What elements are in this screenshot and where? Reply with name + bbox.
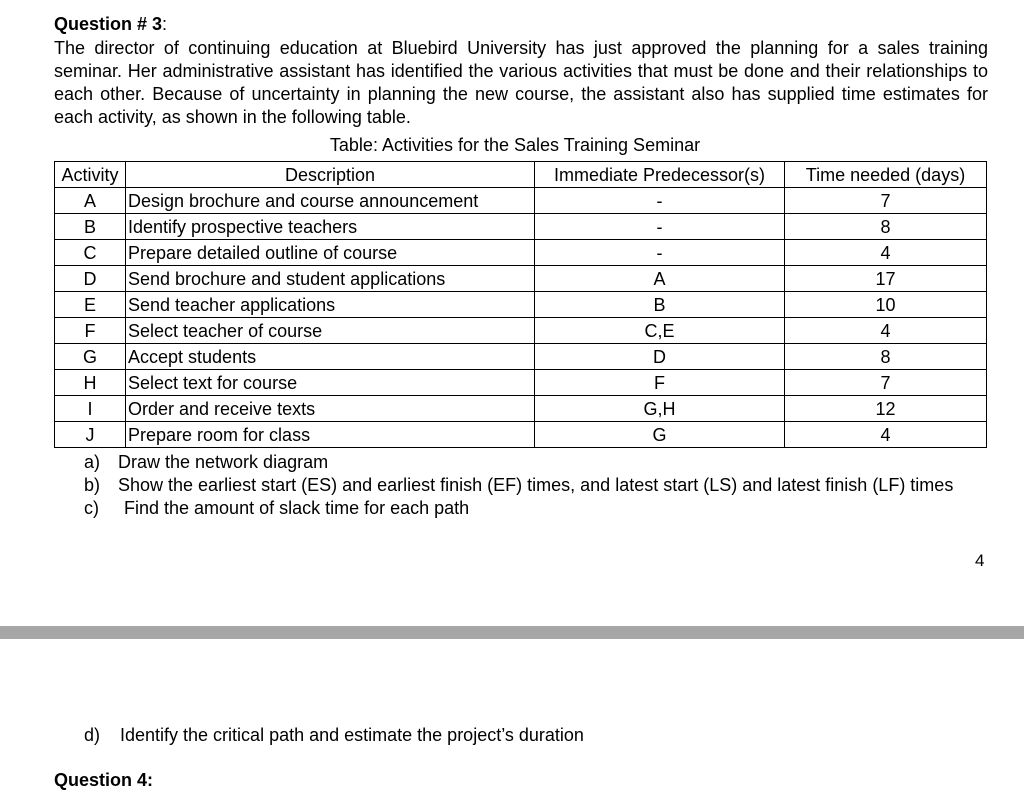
cell-predecessors: - [535,214,785,240]
question-label: Question # 3 [54,14,163,34]
task-item-b [84,474,994,497]
task-marker: b) [84,475,101,495]
cell-time: 8 [785,344,987,370]
cell-time: 7 [785,370,987,396]
question-intro: The director of continuing education at Bluebird University has just approved the planning for a sales training seminar. Her administrative assistant has identified the various activities that must be done and their relationships to each other. Because of uncertainty in planning the new course, the assistant also has supplied time estimates for each activity, as shown in the following table. [54,38,988,127]
table-row [55,240,987,266]
task-item-a [84,451,994,474]
cell-predecessors: G,H [535,396,785,422]
header-predecessors: Immediate Predecessor(s) [535,162,785,188]
page-break-divider [0,626,1024,639]
cell-time: 8 [785,214,987,240]
table-caption: Table: Activities for the Sales Training Seminar [329,135,701,155]
cell-predecessors: F [535,370,785,396]
table-row [55,344,987,370]
cell-description: Prepare room for class [126,422,535,448]
cell-description: Send brochure and student applications [126,266,535,292]
cell-activity: I [55,396,126,422]
table-row [55,396,987,422]
cell-activity: C [55,240,126,266]
cell-activity: F [55,318,126,344]
cell-description: Send teacher applications [126,292,535,318]
task-text: Show the earliest start (ES) and earliest finish (EF) times, and latest start (LS) and latest finish (LF) times [118,475,954,495]
cell-description: Select teacher of course [126,318,535,344]
cell-activity: A [55,188,126,214]
cell-description: Select text for course [126,370,535,396]
header-description: Description [126,162,535,188]
cell-predecessors: - [535,188,785,214]
cell-activity: B [55,214,126,240]
cell-time: 12 [785,396,987,422]
task-marker: a) [84,452,101,472]
cell-activity: G [55,344,126,370]
cell-predecessors: - [535,240,785,266]
task-text: Find the amount of slack time for each path [124,498,470,518]
task-item-c [84,497,994,520]
task-list [84,451,994,520]
cell-description: Order and receive texts [126,396,535,422]
table-row [55,266,987,292]
table-header-row [55,162,987,188]
cell-predecessors: C,E [535,318,785,344]
task-item-d [84,724,584,747]
page-number: 4 [975,551,985,570]
table-row [55,318,987,344]
table-row [55,292,987,318]
table-row [55,422,987,448]
task-text: Identify the critical path and estimate the project’s duration [120,725,584,745]
activities-table [54,161,987,448]
task-marker: c) [84,498,99,518]
cell-time: 17 [785,266,987,292]
task-text: Draw the network diagram [118,452,329,472]
cell-predecessors: A [535,266,785,292]
cell-description: Identify prospective teachers [126,214,535,240]
header-time: Time needed (days) [785,162,987,188]
cell-description: Accept students [126,344,535,370]
cell-predecessors: D [535,344,785,370]
cell-time: 4 [785,318,987,344]
next-question-heading: Question 4: [54,770,154,790]
table-row [55,370,987,396]
cell-time: 4 [785,422,987,448]
table-row [55,188,987,214]
cell-time: 4 [785,240,987,266]
task-marker: d) [84,725,101,745]
cell-time: 10 [785,292,987,318]
table-row [55,214,987,240]
cell-activity: H [55,370,126,396]
cell-description: Prepare detailed outline of course [126,240,535,266]
cell-activity: J [55,422,126,448]
cell-predecessors: G [535,422,785,448]
cell-predecessors: B [535,292,785,318]
cell-activity: E [55,292,126,318]
header-activity: Activity [55,162,126,188]
cell-activity: D [55,266,126,292]
question-heading [54,12,167,36]
cell-time: 7 [785,188,987,214]
cell-description: Design brochure and course announcement [126,188,535,214]
question-label-suffix: : [162,14,168,34]
